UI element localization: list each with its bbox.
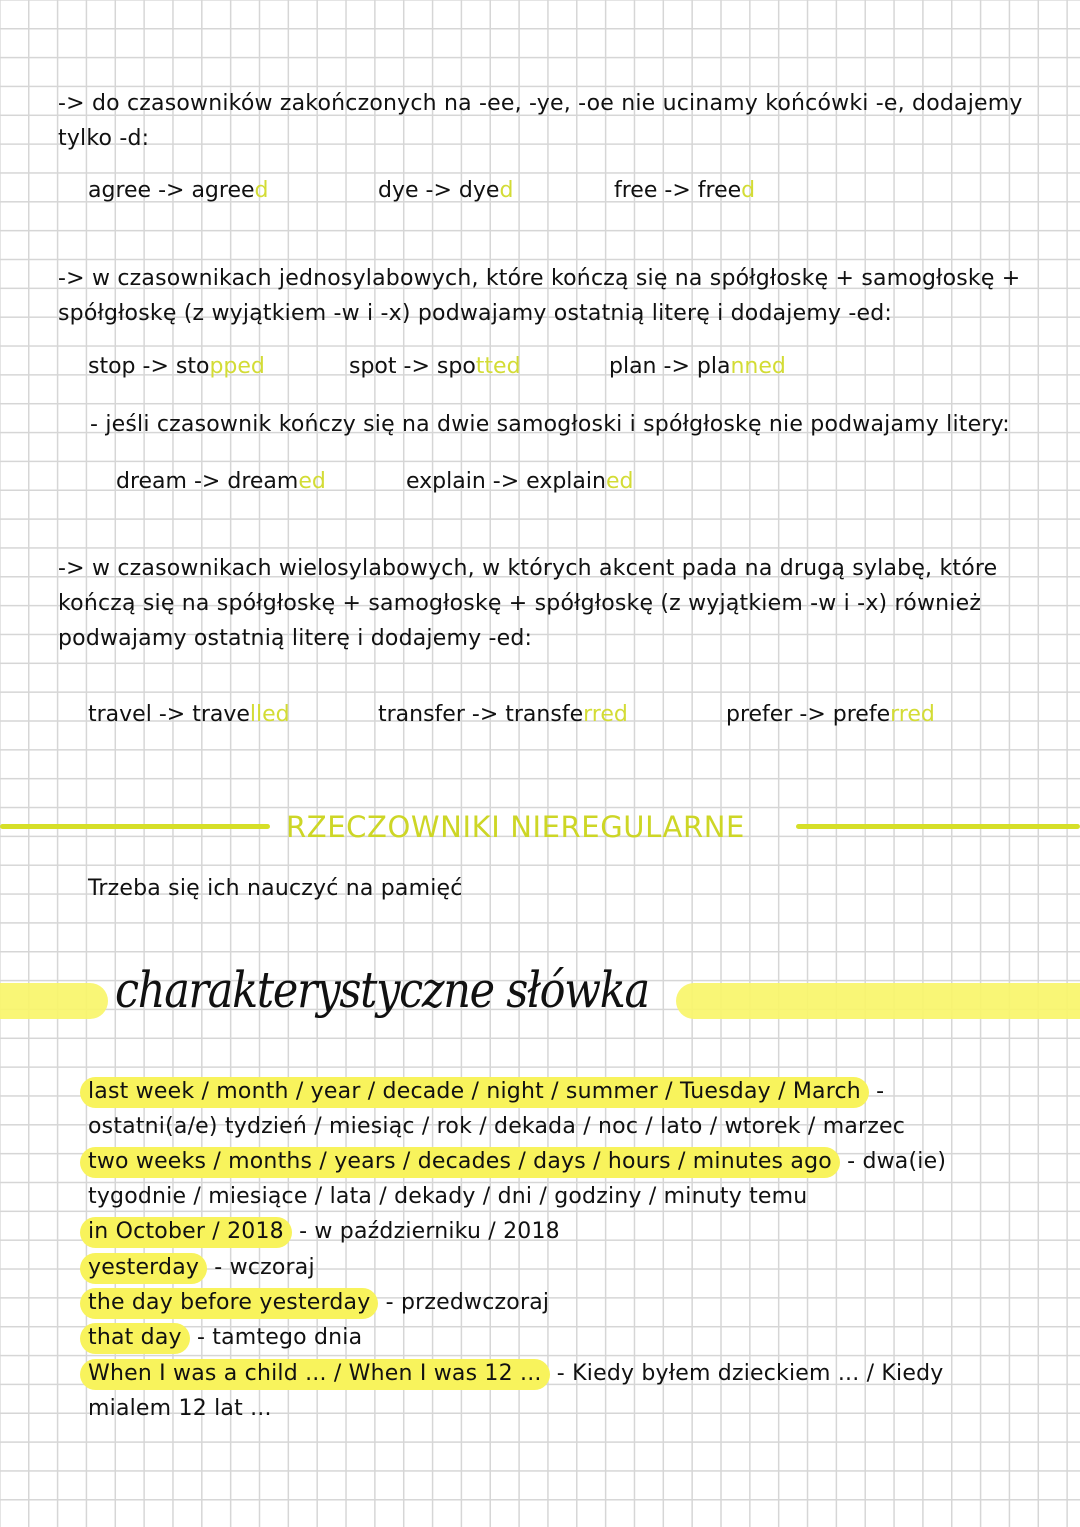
vocab-pl: przedwczoraj [401,1290,550,1315]
example-stem: spo [436,354,476,379]
rule-3-line-3: podwajamy ostatnią literę i dodajemy -ed: [58,626,533,651]
vocab-sep: - [291,1219,315,1244]
vocab-translation-when: mialem 12 lat ... [88,1396,272,1421]
heading-rule-left [0,824,270,829]
example-base: dream [116,469,187,494]
vocab-sep: - [207,1255,230,1280]
title-highlight-left [0,983,108,1019]
example-agree [88,176,269,206]
vocab-item-when [88,1359,944,1389]
vocab-translation-last: ostatni(a/e) tydzień / miesiąc / rok / dekada / noc / lato / wtorek / marzec [88,1114,906,1139]
arrow: -> [471,702,499,727]
example-suffix: d [741,178,756,203]
vocab-translation-ago: tygodnie / miesiące / lata / dekady / dni / godziny / minuty temu [88,1184,808,1209]
vocab-en: in October / 2018 [80,1217,292,1248]
example-base: stop [88,354,136,379]
example-transfer [378,700,628,730]
arrow: -> [425,178,452,203]
example-spot [349,352,521,382]
vocab-sep: - [839,1149,863,1174]
rule-3-line-2: kończą się na spółgłoskę + samogłoskę + spółgłoskę (z wyjątkiem -w i -x) również [58,591,982,616]
vocab-pl: tamtego dnia [212,1325,363,1350]
example-stem: explain [526,469,606,494]
section-body: Trzeba się ich nauczyć na pamięć [88,876,463,901]
vocab-title: charakterystyczne słówka [115,961,649,1019]
example-suffix: nned [730,354,786,379]
vocab-item-last [88,1077,884,1107]
vocab-pl: w październiku / 2018 [314,1219,560,1244]
arrow: -> [664,178,691,203]
vocab-pl: wczoraj [229,1255,315,1280]
example-stem: dye [458,178,500,203]
arrow: -> [158,702,186,727]
rule-2-line-2: spółgłoskę (z wyjątkiem -w i -x) podwajamy ostatnią literę i dodajemy -ed: [58,301,893,326]
rule-1-line-2: tylko -d: [58,126,150,151]
example-free [614,176,755,206]
example-base: plan [609,354,657,379]
vocab-item-yesterday [88,1253,315,1283]
rule-2-line-1: -> w czasownikach jednosylabowych, które kończą się na spółgłoskę + samogłoskę + [58,266,1021,291]
example-dye [378,176,513,206]
arrow: -> [663,354,690,379]
example-stem: sto [175,354,210,379]
example-stem: transfe [505,702,584,727]
arrow: -> [492,469,520,494]
arrow: -> [799,702,826,727]
vocab-item-day-before [88,1288,549,1318]
example-stem: agree [191,178,255,203]
vocab-en: When I was a child ... / When I was 12 ... [80,1359,550,1390]
vocab-pl: dwa(ie) [862,1149,947,1174]
example-suffix: rred [890,702,935,727]
title-highlight-right [676,983,1080,1019]
rule-3-line-1: -> w czasownikach wielosylabowych, w których akcent pada na drugą sylabę, które [58,556,998,581]
example-suffix: d [254,178,269,203]
example-prefer [726,700,935,730]
example-stem: pla [696,354,731,379]
arrow: -> [142,354,169,379]
example-base: free [614,178,658,203]
example-suffix: lled [249,702,290,727]
arrow: -> [403,354,430,379]
vocab-en: that day [80,1323,190,1354]
example-stem: prefe [832,702,891,727]
example-suffix: pped [209,354,265,379]
vocab-item-october [88,1217,560,1247]
example-base: spot [349,354,397,379]
arrow: -> [158,178,185,203]
arrow: -> [193,469,221,494]
vocab-sep: - [549,1361,573,1386]
vocab-item-ago [88,1147,946,1177]
example-base: travel [88,702,152,727]
section-heading: RZECZOWNIKI NIEREGULARNE [286,810,745,844]
rule-1-line-1: -> do czasowników zakończonych na -ee, -ye, -oe nie ucinamy końcówki -e, dodajemy [58,91,1023,116]
example-plan [609,352,786,382]
example-base: prefer [726,702,793,727]
example-stem: free [697,178,742,203]
example-stem: trave [192,702,250,727]
example-travel [88,700,290,730]
example-suffix: ed [298,469,326,494]
example-stop [88,352,265,382]
vocab-sep: - [189,1325,213,1350]
example-base: transfer [378,702,465,727]
example-dream [116,467,326,497]
example-suffix: ed [605,469,634,494]
vocab-item-that-day [88,1323,362,1353]
example-base: explain [406,469,486,494]
heading-rule-right [796,824,1080,829]
vocab-en: yesterday [80,1253,207,1284]
example-base: agree [88,178,152,203]
example-suffix: tted [475,354,521,379]
example-base: dye [378,178,419,203]
example-stem: dream [227,469,299,494]
example-explain [406,467,633,497]
vocab-sep: - [378,1290,401,1315]
vocab-en: last week / month / year / decade / night / summer / Tuesday / March [80,1077,869,1108]
vocab-en: two weeks / months / years / decades / days / hours / minutes ago [80,1147,840,1178]
vocab-sep: - [868,1079,885,1104]
rule-2-note: - jeśli czasownik kończy się na dwie samogłoski i spółgłoskę nie podwajamy litery: [90,412,1010,437]
vocab-pl: Kiedy byłem dzieckiem ... / Kiedy [572,1361,944,1386]
example-suffix: d [499,178,514,203]
example-suffix: rred [583,702,628,727]
vocab-en: the day before yesterday [80,1288,378,1319]
